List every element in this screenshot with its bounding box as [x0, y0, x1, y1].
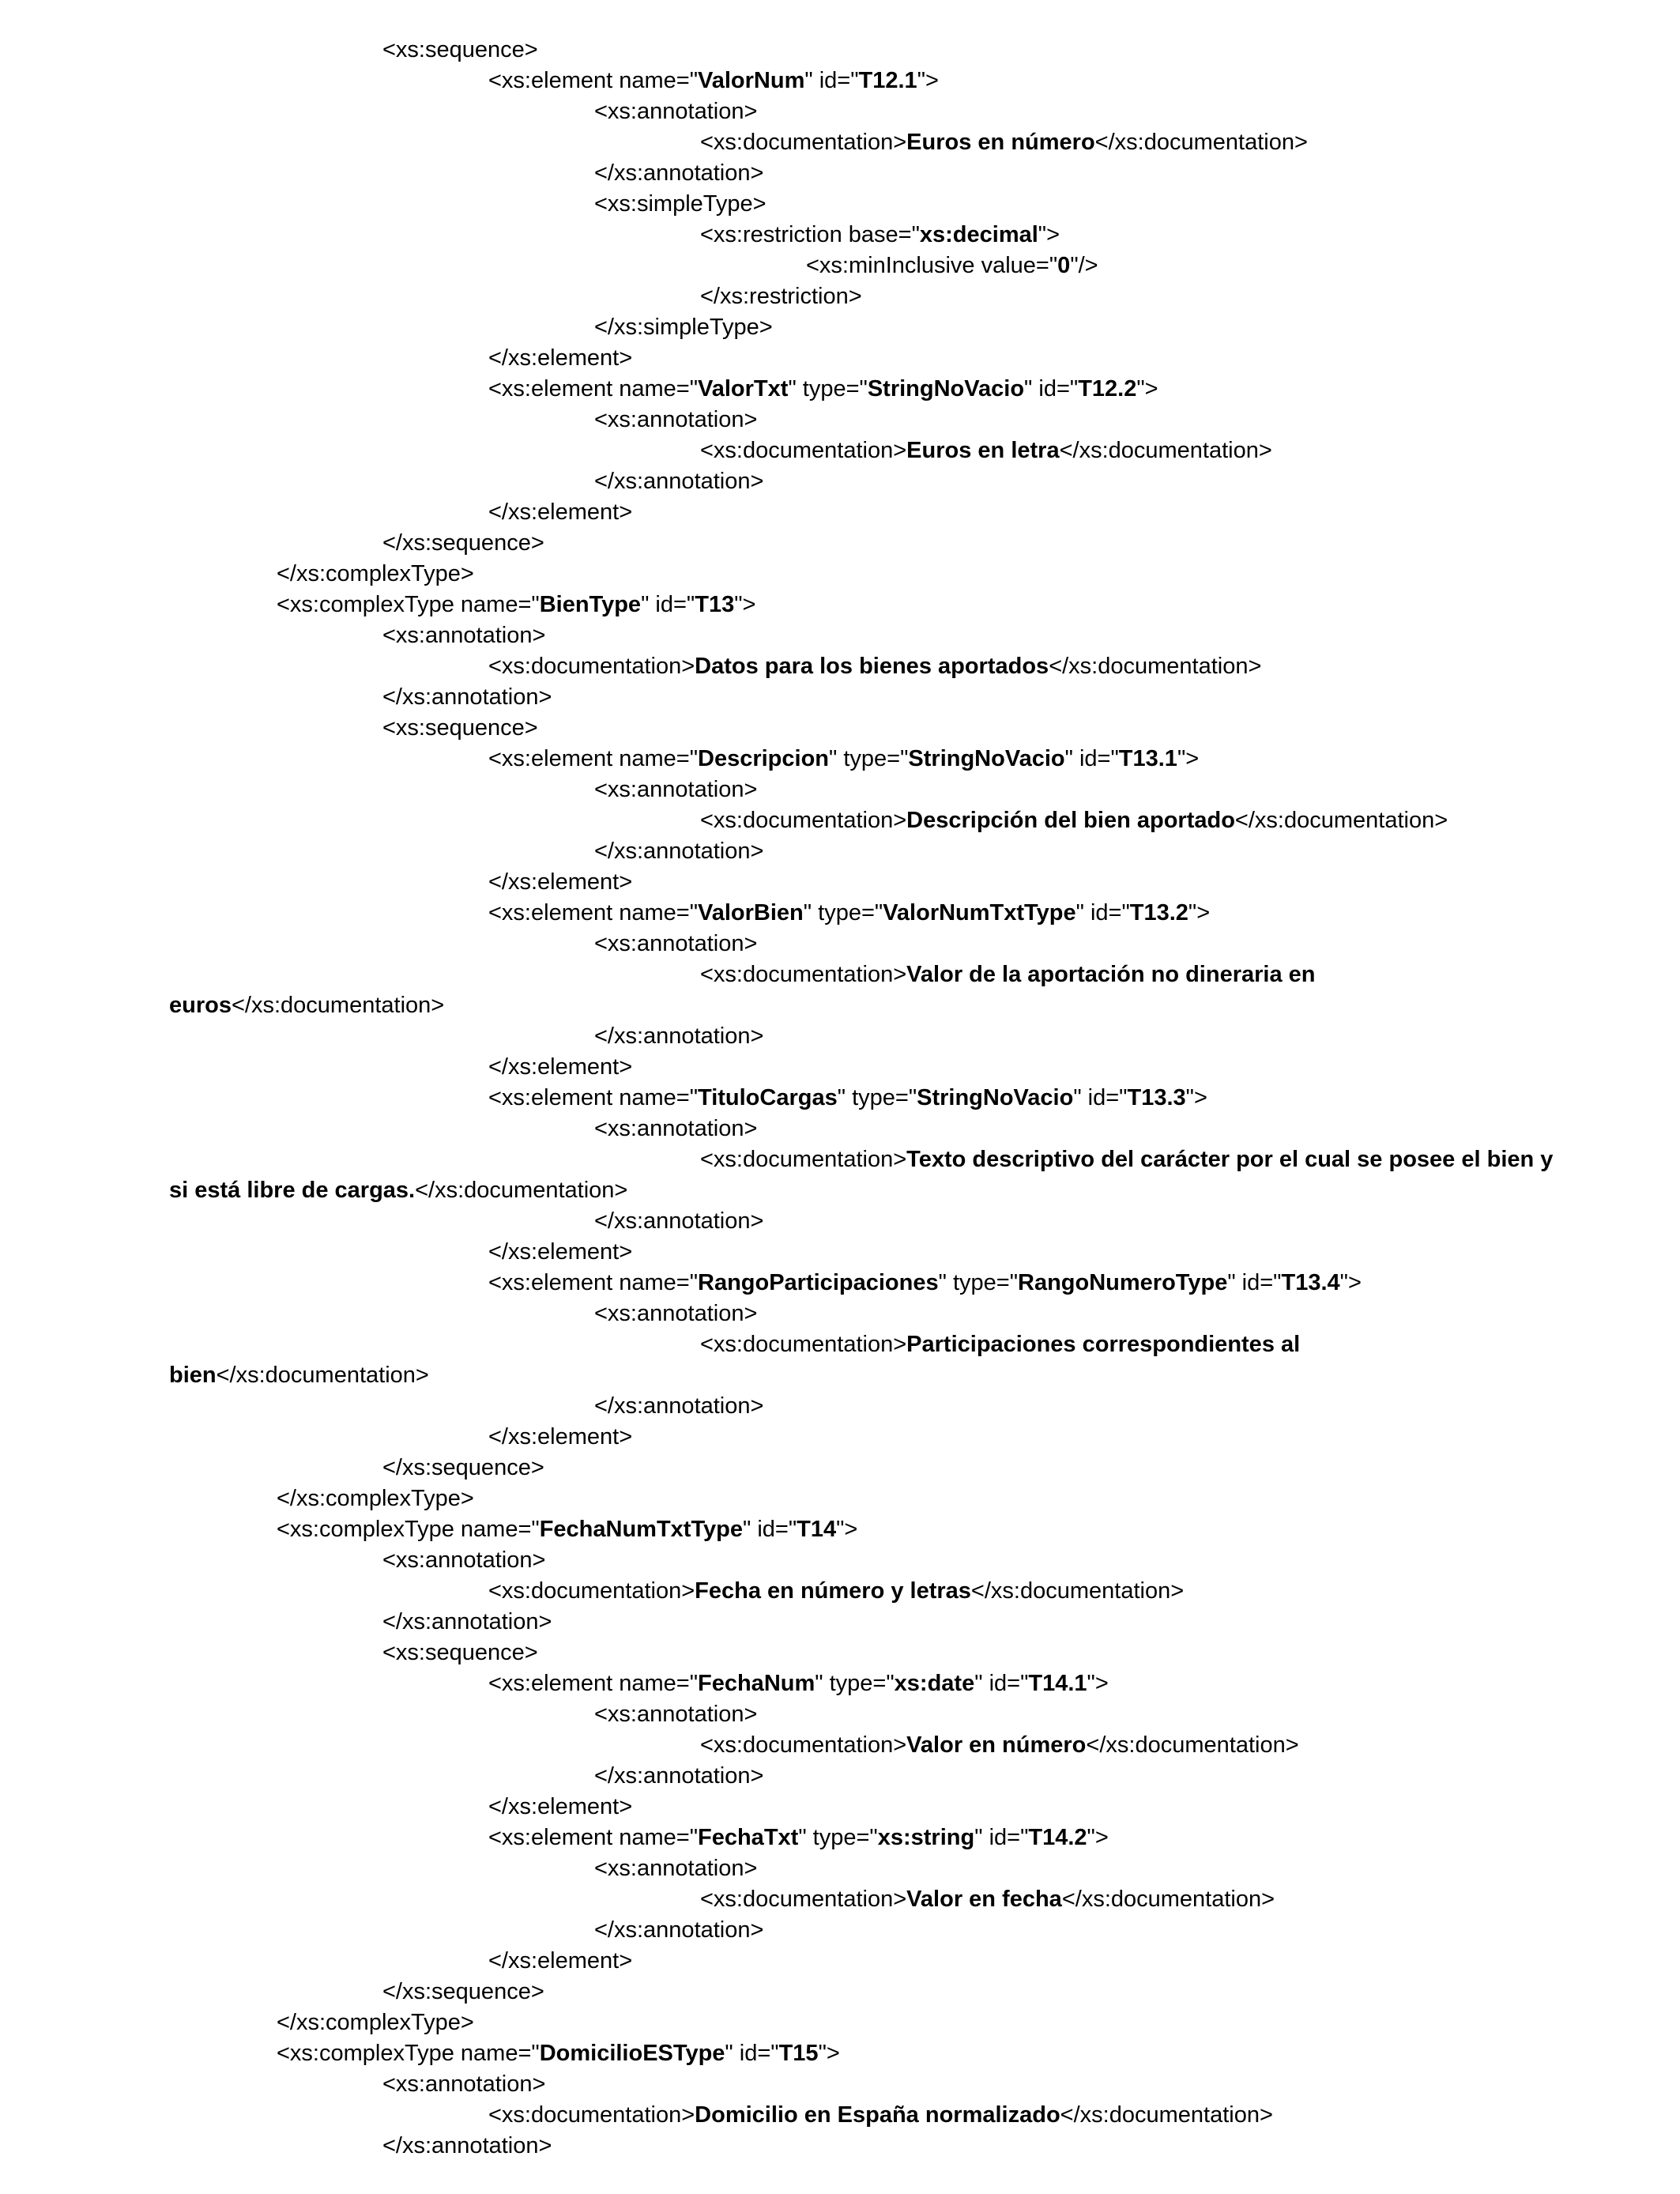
xml-value-text: bien [169, 1363, 217, 1388]
code-line [0, 127, 1680, 158]
xml-value-text: Valor en número [906, 1732, 1087, 1758]
code-line [0, 1576, 1680, 1607]
xml-markup-text: "> [734, 592, 756, 617]
xml-markup-text: </xs:documentation> [231, 993, 445, 1018]
xml-value-text: T14 [797, 1517, 837, 1542]
code-line [0, 1638, 1680, 1668]
xml-markup-text: </xs:documentation> [1094, 130, 1308, 155]
xml-markup-text: "> [1038, 222, 1060, 247]
xml-markup-text: " type=" [788, 376, 868, 401]
xml-value-text: StringNoVacio [917, 1085, 1074, 1110]
xml-value-text: ValorBien [698, 900, 804, 925]
xml-markup-text: " id=" [974, 1671, 1029, 1696]
xml-schema-listing [0, 35, 1680, 2162]
xml-markup-text: </xs:annotation> [594, 1763, 764, 1789]
xml-markup-text: "> [1087, 1825, 1109, 1850]
xml-value-text: Descripción del bien aportado [906, 808, 1235, 833]
xml-markup-text: <xs:documentation> [700, 1332, 907, 1357]
xml-markup-text: " id=" [1024, 376, 1079, 401]
xml-markup-text: " id=" [804, 68, 859, 93]
code-line [0, 66, 1680, 96]
code-line [0, 220, 1680, 251]
xml-markup-text: <xs:annotation> [594, 407, 758, 432]
code-line [0, 1730, 1680, 1761]
xml-value-text: Euros en letra [906, 438, 1060, 463]
code-line [0, 1545, 1680, 1576]
xml-markup-text: <xs:complexType name=" [277, 592, 540, 617]
xml-markup-text: "> [1339, 1270, 1362, 1295]
code-line [0, 435, 1680, 466]
xml-value-text: Texto descriptivo del carácter por el cual se posee el bien y [906, 1147, 1554, 1172]
code-line [0, 1699, 1680, 1730]
xml-markup-text: </xs:complexType> [277, 2010, 474, 2035]
xml-markup-text: </xs:annotation> [594, 1917, 764, 1943]
code-line [0, 836, 1680, 867]
code-line [0, 1483, 1680, 1514]
xml-value-text: Descripcion [698, 746, 829, 771]
xml-markup-text: " id=" [1064, 746, 1119, 771]
xml-value-text: ValorNum [698, 68, 805, 93]
code-line [0, 990, 1680, 1021]
xml-value-text: xs:decimal [919, 222, 1038, 247]
xml-markup-text: </xs:element> [488, 869, 633, 895]
xml-markup-text: </xs:annotation> [594, 1208, 764, 1234]
xml-markup-text: </xs:sequence> [382, 530, 544, 556]
xml-markup-text: </xs:annotation> [594, 1023, 764, 1049]
xml-markup-text: </xs:element> [488, 1424, 633, 1449]
code-line [0, 312, 1680, 343]
code-line [0, 1144, 1680, 1175]
xml-value-text: xs:date [894, 1671, 975, 1696]
code-line [0, 281, 1680, 312]
xml-markup-text: <xs:element name=" [488, 1825, 698, 1850]
code-line [0, 620, 1680, 651]
code-line [0, 898, 1680, 929]
xml-value-text: Euros en número [906, 130, 1095, 155]
xml-markup-text: <xs:minInclusive value=" [806, 253, 1058, 278]
xml-markup-text: <xs:sequence> [382, 1640, 538, 1665]
xml-markup-text: </xs:simpleType> [594, 315, 773, 340]
xml-value-text: FechaNumTxtType [539, 1517, 743, 1542]
xml-markup-text: <xs:annotation> [594, 1702, 758, 1727]
code-line [0, 929, 1680, 959]
code-line [0, 405, 1680, 435]
xml-value-text: FechaTxt [698, 1825, 799, 1850]
xml-value-text: T13.3 [1127, 1085, 1186, 1110]
xml-markup-text: "> [917, 68, 939, 93]
xml-markup-text: <xs:complexType name=" [277, 1517, 540, 1542]
xml-markup-text: " type=" [803, 900, 883, 925]
xml-markup-text: <xs:annotation> [594, 777, 758, 802]
code-line [0, 1823, 1680, 1853]
code-line [0, 1792, 1680, 1823]
code-line [0, 2131, 1680, 2162]
xml-markup-text: </xs:annotation> [594, 1393, 764, 1419]
code-line [0, 805, 1680, 836]
xml-value-text: Fecha en número y letras [695, 1578, 971, 1604]
xml-markup-text: </xs:documentation> [415, 1178, 628, 1203]
xml-markup-text: <xs:documentation> [488, 2102, 695, 2128]
xml-markup-text: <xs:complexType name=" [277, 2041, 540, 2066]
xml-markup-text: <xs:element name=" [488, 1671, 698, 1696]
xml-value-text: T13.2 [1129, 900, 1188, 925]
code-line [0, 1021, 1680, 1052]
xml-markup-text: "> [836, 1517, 858, 1542]
xml-markup-text: </xs:annotation> [594, 839, 764, 864]
code-line [0, 251, 1680, 281]
xml-value-text: T12.2 [1078, 376, 1137, 401]
xml-markup-text: " type=" [837, 1085, 917, 1110]
xml-markup-text: </xs:documentation> [1060, 2102, 1273, 2128]
code-line [0, 343, 1680, 374]
xml-markup-text: <xs:documentation> [700, 808, 907, 833]
xml-value-text: 0 [1057, 253, 1071, 278]
xml-markup-text: </xs:documentation> [1059, 438, 1272, 463]
xml-markup-text: "> [1185, 1085, 1207, 1110]
code-line [0, 651, 1680, 682]
xml-markup-text: <xs:annotation> [382, 2071, 546, 2097]
code-line [0, 466, 1680, 497]
xml-markup-text: " type=" [938, 1270, 1018, 1295]
xml-markup-text: </xs:element> [488, 1948, 633, 1973]
xml-markup-text: <xs:sequence> [382, 37, 538, 62]
xml-markup-text: </xs:documentation> [1086, 1732, 1299, 1758]
code-line [0, 1175, 1680, 1206]
xml-markup-text: </xs:documentation> [1061, 1887, 1275, 1912]
xml-markup-text: " id=" [1073, 1085, 1128, 1110]
code-line [0, 1329, 1680, 1360]
xml-markup-text: <xs:element name=" [488, 1270, 698, 1295]
code-line [0, 775, 1680, 805]
code-line [0, 744, 1680, 775]
xml-value-text: Domicilio en España normalizado [695, 2102, 1060, 2128]
xml-markup-text: <xs:annotation> [382, 623, 546, 648]
xml-value-text: RangoNumeroType [1018, 1270, 1228, 1295]
xml-value-text: RangoParticipaciones [698, 1270, 939, 1295]
xml-markup-text: </xs:element> [488, 1239, 633, 1265]
xml-value-text: T13.1 [1118, 746, 1177, 771]
xml-value-text: BienType [539, 592, 642, 617]
xml-markup-text: " id=" [974, 1825, 1029, 1850]
xml-markup-text: " id=" [1075, 900, 1130, 925]
xml-markup-text: <xs:documentation> [700, 130, 907, 155]
xml-value-text: Datos para los bienes aportados [695, 654, 1049, 679]
xml-markup-text: </xs:documentation> [1049, 654, 1262, 679]
code-line [0, 590, 1680, 620]
xml-markup-text: " id=" [742, 1517, 797, 1542]
xml-value-text: T13.4 [1281, 1270, 1340, 1295]
xml-markup-text: <xs:documentation> [700, 1147, 907, 1172]
code-line [0, 528, 1680, 559]
code-line [0, 1977, 1680, 2007]
xml-markup-text: </xs:element> [488, 1054, 633, 1080]
xml-markup-text: </xs:documentation> [1234, 808, 1448, 833]
xml-markup-text: <xs:element name=" [488, 1085, 698, 1110]
xml-markup-text: "> [818, 2041, 840, 2066]
xml-markup-text: <xs:annotation> [382, 1547, 546, 1573]
code-line [0, 1607, 1680, 1638]
xml-markup-text: <xs:element name=" [488, 68, 698, 93]
code-line [0, 497, 1680, 528]
xml-value-text: DomicilioESType [539, 2041, 725, 2066]
xml-markup-text: </xs:element> [488, 1794, 633, 1819]
xml-markup-text: "> [1087, 1671, 1109, 1696]
code-line [0, 2038, 1680, 2069]
xml-value-text: si está libre de cargas. [169, 1178, 416, 1203]
code-line [0, 158, 1680, 189]
code-line [0, 1761, 1680, 1792]
code-line [0, 1052, 1680, 1083]
xml-markup-text: <xs:element name=" [488, 376, 698, 401]
xml-markup-text: <xs:documentation> [700, 1732, 907, 1758]
xml-markup-text: " id=" [641, 592, 695, 617]
xml-markup-text: <xs:sequence> [382, 715, 538, 741]
code-line [0, 1114, 1680, 1144]
xml-value-text: T14.1 [1028, 1671, 1087, 1696]
code-line [0, 1237, 1680, 1268]
xml-value-text: T13 [695, 592, 735, 617]
xml-markup-text: " type=" [815, 1671, 895, 1696]
code-line [0, 959, 1680, 990]
xml-markup-text: </xs:documentation> [216, 1363, 429, 1388]
xml-markup-text: <xs:annotation> [594, 1301, 758, 1326]
code-line [0, 1853, 1680, 1884]
xml-markup-text: <xs:documentation> [700, 438, 907, 463]
xml-markup-text: </xs:annotation> [594, 160, 764, 186]
code-line [0, 35, 1680, 66]
xml-markup-text: "> [1177, 746, 1200, 771]
code-line [0, 1884, 1680, 1915]
xml-markup-text: </xs:annotation> [382, 2133, 552, 2158]
xml-markup-text: " id=" [1227, 1270, 1282, 1295]
xml-markup-text: <xs:simpleType> [594, 191, 767, 217]
xml-value-text: T15 [778, 2041, 819, 2066]
xml-markup-text: </xs:documentation> [970, 1578, 1185, 1604]
code-line [0, 2069, 1680, 2100]
xml-markup-text: <xs:annotation> [594, 1116, 758, 1141]
code-line [0, 1514, 1680, 1545]
xml-markup-text: <xs:documentation> [700, 1887, 907, 1912]
xml-markup-text: " type=" [829, 746, 909, 771]
xml-markup-text: </xs:annotation> [382, 1609, 552, 1634]
code-line [0, 1915, 1680, 1946]
xml-markup-text: <xs:documentation> [488, 654, 695, 679]
xml-markup-text: </xs:restriction> [700, 284, 862, 309]
xml-value-text: Participaciones correspondientes al [906, 1332, 1301, 1357]
code-line [0, 559, 1680, 590]
xml-markup-text: "> [1188, 900, 1211, 925]
xml-markup-text: <xs:documentation> [488, 1578, 695, 1604]
code-line [0, 1083, 1680, 1114]
xml-value-text: ValorNumTxtType [883, 900, 1076, 925]
code-line [0, 1206, 1680, 1237]
xml-markup-text: <xs:annotation> [594, 931, 758, 956]
xml-markup-text: "/> [1070, 253, 1098, 278]
xml-value-text: StringNoVacio [908, 746, 1065, 771]
xml-markup-text: " type=" [798, 1825, 878, 1850]
xml-markup-text: <xs:documentation> [700, 962, 907, 987]
code-line [0, 1391, 1680, 1422]
xml-markup-text: <xs:annotation> [594, 99, 758, 124]
xml-markup-text: </xs:complexType> [277, 561, 474, 586]
xml-value-text: xs:string [877, 1825, 975, 1850]
xml-markup-text: </xs:annotation> [382, 684, 552, 710]
code-line [0, 2100, 1680, 2131]
code-line [0, 1360, 1680, 1391]
code-line [0, 1668, 1680, 1699]
xml-value-text: Valor de la aportación no dineraria en [906, 962, 1316, 987]
xml-markup-text: </xs:complexType> [277, 1486, 474, 1511]
xml-markup-text: </xs:sequence> [382, 1979, 544, 2004]
xml-markup-text: <xs:element name=" [488, 900, 698, 925]
xml-value-text: TituloCargas [698, 1085, 838, 1110]
xml-markup-text: " id=" [725, 2041, 779, 2066]
code-line [0, 374, 1680, 405]
xml-markup-text: </xs:sequence> [382, 1455, 544, 1480]
xml-value-text: Valor en fecha [906, 1887, 1062, 1912]
code-line [0, 682, 1680, 713]
code-line [0, 713, 1680, 744]
code-line [0, 1422, 1680, 1453]
xml-markup-text: </xs:element> [488, 499, 633, 525]
code-line [0, 867, 1680, 898]
xml-value-text: T14.2 [1028, 1825, 1087, 1850]
xml-value-text: T12.1 [858, 68, 917, 93]
code-line [0, 2007, 1680, 2038]
xml-value-text: FechaNum [698, 1671, 816, 1696]
code-line [0, 189, 1680, 220]
xml-value-text: euros [169, 993, 232, 1018]
xml-markup-text: </xs:annotation> [594, 469, 764, 494]
xml-markup-text: <xs:element name=" [488, 746, 698, 771]
code-line [0, 96, 1680, 127]
code-line [0, 1946, 1680, 1977]
xml-value-text: ValorTxt [698, 376, 789, 401]
xml-markup-text: "> [1136, 376, 1158, 401]
xml-value-text: StringNoVacio [867, 376, 1025, 401]
xml-markup-text: <xs:restriction base=" [700, 222, 920, 247]
code-line [0, 1268, 1680, 1299]
code-line [0, 1453, 1680, 1483]
xml-markup-text: </xs:element> [488, 345, 633, 371]
xml-markup-text: <xs:annotation> [594, 1856, 758, 1881]
code-line [0, 1299, 1680, 1329]
